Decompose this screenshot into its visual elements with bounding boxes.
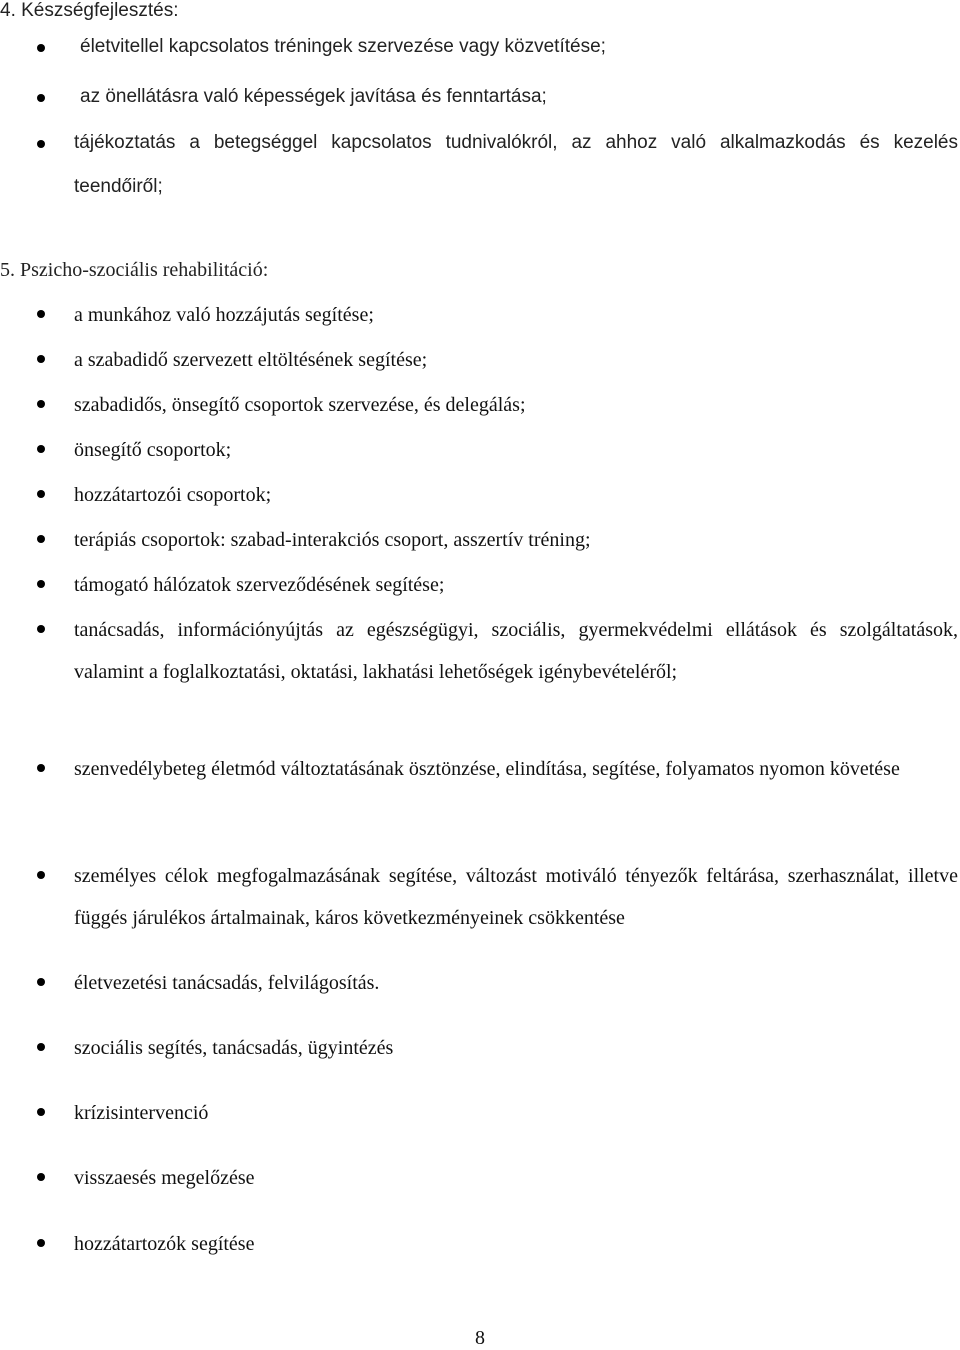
section-5-heading: 5. Pszicho-szociális rehabilitáció: [0,259,269,281]
bullet-icon [37,355,45,363]
bullet-icon [37,1173,45,1181]
document-page: 4. Készségfejlesztés: életvitellel kapcsolatos tréningek szervezése vagy közvetítése; az önellátásra való képességek javítása és fenntartása; tájékoztatás a betegséggel kapcsolatos tudnivalókról, az ahhoz való alkalmazkodás és kezelés teendőiről; 5. Pszicho-szociális rehabilitáció: a munkához való hozzájutás segítése; a szabadidő szervezett eltöltésének segítése; szabadidős, önsegítő csoportok szervezése, és delegálás; önsegítő csoportok; hozzátartozói csoportok; terápiás csoportok: szabad-interakciós csoport, asszertív tréning; támogató hálózatok szerveződésének segítése; tanácsadás, információnyújtás az egészségügyi, szociális, gyermekvédelmi ellátások és szolgáltatások, valamint a foglalkoztatási, oktatási, lakhatási lehetőségek igénybevételéről; szenvedélybeteg életmód változtatásának ösztönzése, elindítása, segítése, folyamatos nyomon követése személyes célok megfogalmazásának segítése, változást motiváló tényezők feltárása, szerhasználat, illetve függés járulékos ártalmainak, káros következményeinek csökkentése életvezetési tanácsadás, felvilágosítás. szociális segítés, tanácsadás, ügyintézés krízisintervenció visszaesés megelőzése hozzátartozók segítése 8 [0,0,958,1349]
bullet-icon [37,1239,45,1247]
bullet-icon [37,580,45,588]
bullet-icon [37,978,45,986]
bullet-icon [37,140,45,148]
bullet-icon [37,44,45,52]
bullet-icon [37,871,45,879]
bullet-icon [37,764,45,772]
bullet-icon [37,1043,45,1051]
section-4-heading: 4. Készségfejlesztés: [0,0,179,21]
page-number: 8 [475,1327,485,1349]
bullet-icon [37,445,45,453]
bullet-icon [37,310,45,318]
bullet-icon [37,1108,45,1116]
bullet-icon [37,400,45,408]
bullet-icon [37,94,45,102]
bullet-icon [37,625,45,633]
bullet-icon [37,490,45,498]
bullet-icon [37,535,45,543]
